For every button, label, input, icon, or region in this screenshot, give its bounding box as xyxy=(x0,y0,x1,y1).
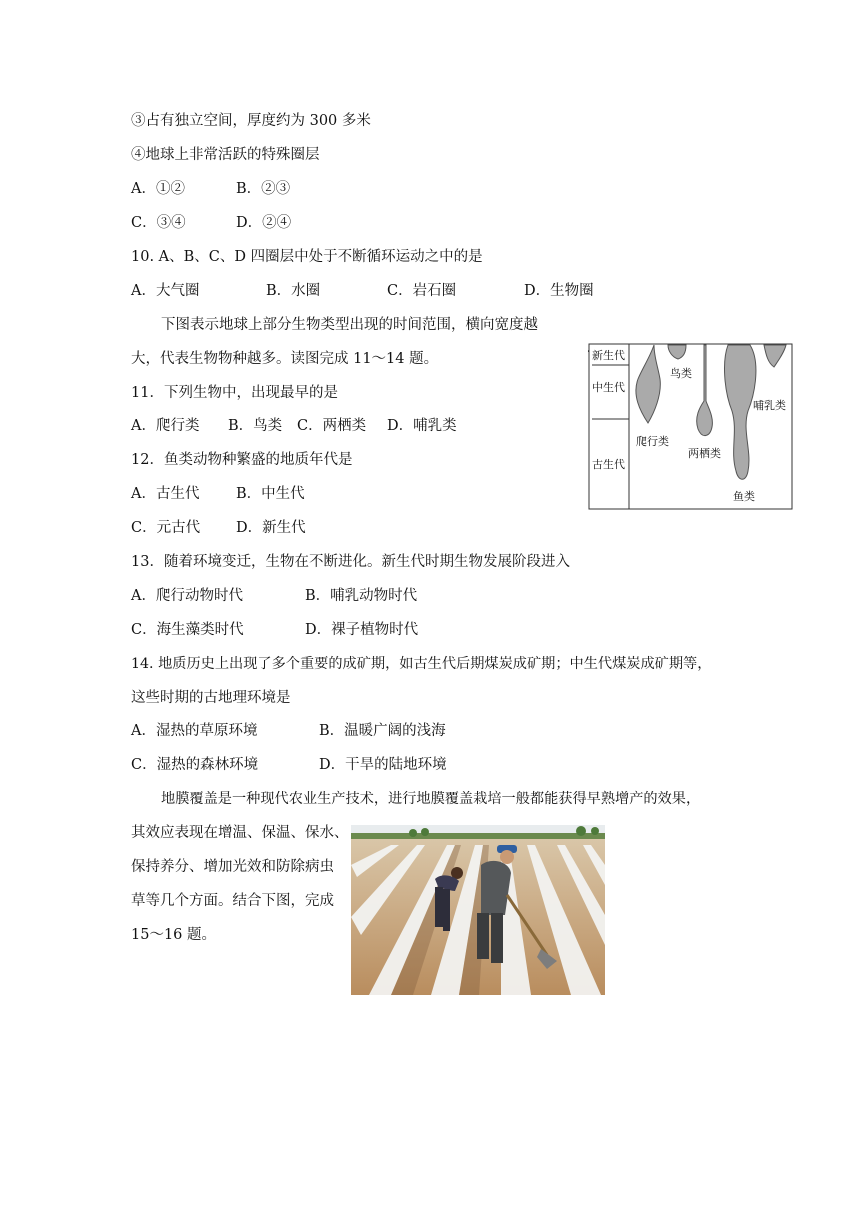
q12-option-b: B．中生代 xyxy=(236,486,305,502)
plastic-mulch-field-photo xyxy=(351,825,605,995)
photo-intro-line5: 15～16 题。 xyxy=(131,927,217,943)
photo-intro-line1: 地膜覆盖是一种现代农业生产技术，进行地膜覆盖栽培一般都能获得早熟增产的效果， xyxy=(161,791,701,807)
q9-options-row2 xyxy=(131,213,292,233)
q13-option-c: C．海生藻类时代 xyxy=(131,622,244,638)
q9-option-a: A．①② xyxy=(131,181,185,197)
q11-option-b: B．鸟类 xyxy=(228,418,283,434)
statement-4: ④地球上非常活跃的特殊圈层 xyxy=(131,147,320,163)
question-13: 13．随着环境变迁，生物在不断进化。新生代时期生物发展阶段进入 xyxy=(131,554,570,570)
label-mammals: 哺乳类 xyxy=(753,399,786,412)
q11-option-a: A．爬行类 xyxy=(131,418,200,434)
era-label-paleozoic: 古生代 xyxy=(592,458,625,471)
q12-options-row2 xyxy=(131,518,306,538)
q9-option-b: B．②③ xyxy=(236,181,291,197)
q10-option-c: C．岩石圈 xyxy=(387,283,457,299)
question-11: 11．下列生物中，出现最早的是 xyxy=(131,385,338,401)
q14-options-row2 xyxy=(131,755,447,775)
figure-intro-line2: 大，代表生物物种越多。读图完成 11～14 题。 xyxy=(131,351,439,367)
question-14-line1: 14. 地质历史上出现了多个重要的成矿期，如古生代后期煤炭成矿期；中生代煤炭成矿期等， xyxy=(131,656,712,672)
q14-options-row1 xyxy=(131,721,446,741)
q12-option-c: C．元古代 xyxy=(131,520,201,536)
q11-option-d: D．哺乳类 xyxy=(387,418,457,434)
era-label-mesozoic: 中生代 xyxy=(592,381,625,394)
q12-options-row1 xyxy=(131,484,305,504)
photo-intro-line4: 草等几个方面。结合下图，完成 xyxy=(131,893,334,909)
figure-intro-line1: 下图表示地球上部分生物类型出现的时间范围，横向宽度越 xyxy=(161,317,538,333)
q14-option-c: C．湿热的森林环境 xyxy=(131,757,259,773)
q10-options xyxy=(131,281,594,301)
q14-option-b: B．温暖广阔的浅海 xyxy=(319,723,446,739)
q13-options-row2 xyxy=(131,620,419,640)
q10-option-b: B．水圈 xyxy=(266,283,321,299)
q13-option-a: A．爬行动物时代 xyxy=(131,588,243,604)
q13-options-row1 xyxy=(131,586,418,606)
label-birds: 鸟类 xyxy=(670,367,692,380)
q14-option-a: A．湿热的草原环境 xyxy=(131,723,258,739)
q9-option-d: D．②④ xyxy=(236,215,292,231)
photo-intro-line2: 其效应表现在增温、保温、保水、 xyxy=(131,825,349,841)
q14-option-d: D．干旱的陆地环境 xyxy=(319,757,447,773)
q12-option-d: D．新生代 xyxy=(236,520,306,536)
label-amphibians: 两栖类 xyxy=(688,447,721,460)
organism-evolution-figure xyxy=(588,343,794,511)
q9-option-c: C．③④ xyxy=(131,215,186,231)
q9-options-row1 xyxy=(131,179,291,199)
q13-option-b: B．哺乳动物时代 xyxy=(305,588,418,604)
label-fish: 鱼类 xyxy=(733,490,755,503)
statement-3: ③占有独立空间，厚度约为 300 多米 xyxy=(131,113,371,129)
question-12: 12．鱼类动物种繁盛的地质年代是 xyxy=(131,452,353,468)
q12-option-a: A．古生代 xyxy=(131,486,200,502)
q11-option-c: C．两栖类 xyxy=(297,418,367,434)
question-10: 10. A、B、C、D 四圈层中处于不断循环运动之中的是 xyxy=(131,249,483,265)
question-14-line2: 这些时期的古地理环境是 xyxy=(131,690,291,706)
label-reptiles: 爬行类 xyxy=(636,435,669,448)
photo-intro-line3: 保持养分、增加光效和防除病虫 xyxy=(131,859,334,875)
era-label-cenozoic: 新生代 xyxy=(592,349,625,362)
q10-option-a: A．大气圈 xyxy=(131,283,200,299)
q11-options xyxy=(131,416,457,436)
q10-option-d: D．生物圈 xyxy=(524,283,594,299)
q13-option-d: D．裸子植物时代 xyxy=(305,622,419,638)
